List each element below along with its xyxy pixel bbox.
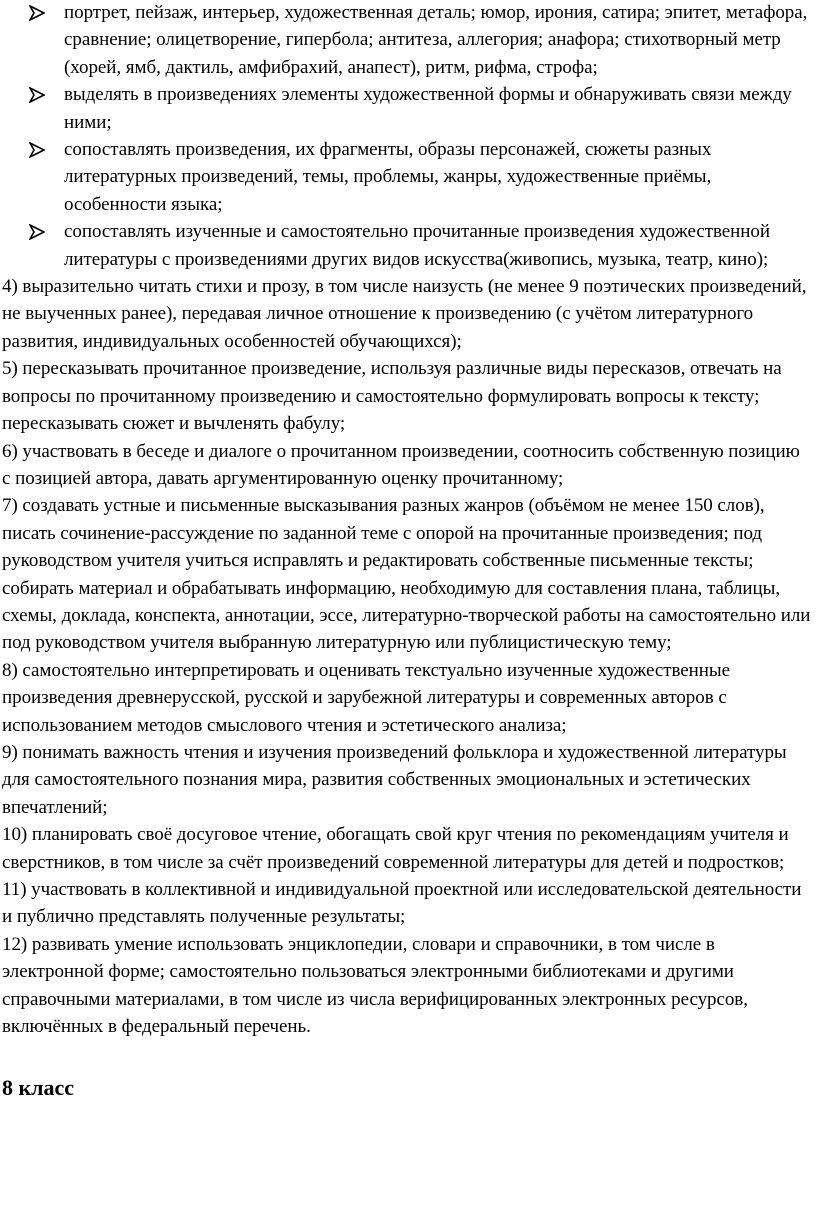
paragraph-item-6: 6) участвовать в беседе и диалоге о прочитанном произведении, соотносить собственную позицию с позицией автора, давать аргументированную оценку прочитанному;: [2, 440, 800, 489]
arrowhead-bullet-icon: [29, 142, 45, 158]
list-item-text: портрет, пейзаж, интерьер, художественная деталь; юмор, ирония, сатира; эпитет, метафора, сравнение; олицетворение, гипербола; антитеза, аллегория; анафора; стихотворный метр (хорей, ямб, дактиль, амфибрахий, анапест), ритм, рифма, строфа;: [64, 2, 808, 78]
paragraph-item-4: 4) выразительно читать стихи и прозу, в том числе наизусть (не менее 9 поэтических произведений, не выученных ранее), передавая личное отношение к произведению (с учётом литературного развития, индивидуальных особенностей обучающихся);: [2, 276, 807, 352]
list-item: [2, 81, 812, 136]
paragraph-item-5: 5) пересказывать прочитанное произведение, используя различные виды пересказов, отвечать на вопросы по прочитанному произведению и самостоятельно формулировать вопросы к тексту; пересказывать сюжет и вычленять фабулу;: [2, 358, 782, 435]
numbered-paragraphs: [2, 273, 812, 1040]
list-item-text: сопоставлять изученные и самостоятельно прочитанные произведения художественной литературы с произведениями других видов искусства(живопись, музыка, театр, кино);: [64, 221, 770, 270]
paragraph-item-11: 11) участвовать в коллективной и индивидуальной проектной или исследовательской деятельности и публично представлять полученные результаты;: [2, 879, 802, 928]
section-heading: 8 класс: [2, 1075, 75, 1101]
paragraph-item-8: 8) самостоятельно интерпретировать и оценивать текстуально изученные художественные произведения древнерусской, русской и зарубежной литературы и современных авторов с использованием методов смыслового чтения и эстетического анализа;: [2, 659, 731, 736]
paragraph-item-12: 12) развивать умение использовать энциклопедии, словари и справочники, в том числе в электронной форме; самостоятельно пользоваться электронными библиотеками и другими справочными материалами, в том числе из числа верифицированных электронных ресурсов, включённых в федеральный перечень.: [2, 933, 748, 1038]
paragraph-item-7: 7) создавать устные и письменные высказывания разных жанров (объёмом не менее 150 слов), писать сочинение-рассуждение по заданной теме с опорой на прочитанные произведения; под руководством учителя учиться исправлять и редактировать собственные письменные тексты; собирать материал и обрабатывать информацию, необходимую для составления плана, таблицы, схемы, доклада, конспекта, аннотации, эссе, литературно-творческой работы на самостоятельно или под руководством учителя выбранную литературную или публицистическую тему;: [2, 495, 811, 654]
paragraph-item-9: 9) понимать важность чтения и изучения произведений фольклора и художественной литературы для самостоятельного познания мира, развития собственных эмоциональных и эстетических впечатлений;: [2, 741, 787, 818]
list-item: [2, 0, 812, 81]
arrowhead-bullet-icon: [29, 5, 45, 21]
list-item: [2, 218, 812, 273]
list-item-text: сопоставлять произведения, их фрагменты, образы персонажей, сюжеты разных литературных произведений, темы, проблемы, жанры, художественные приёмы, особенности языка;: [64, 139, 712, 215]
arrowhead-bullet-icon: [29, 87, 45, 103]
paragraph-item-10: 10) планировать своё досуговое чтение, обогащать свой круг чтения по рекомендациям учителя и сверстников, в том числе за счёт произведений современной литературы для детей и подростков;: [2, 824, 789, 873]
bullet-list: [2, 0, 812, 273]
arrowhead-bullet-icon: [29, 224, 45, 240]
list-item-text: выделять в произведениях элементы художественной формы и обнаруживать связи между ними;: [64, 84, 792, 133]
list-item: [2, 136, 812, 218]
